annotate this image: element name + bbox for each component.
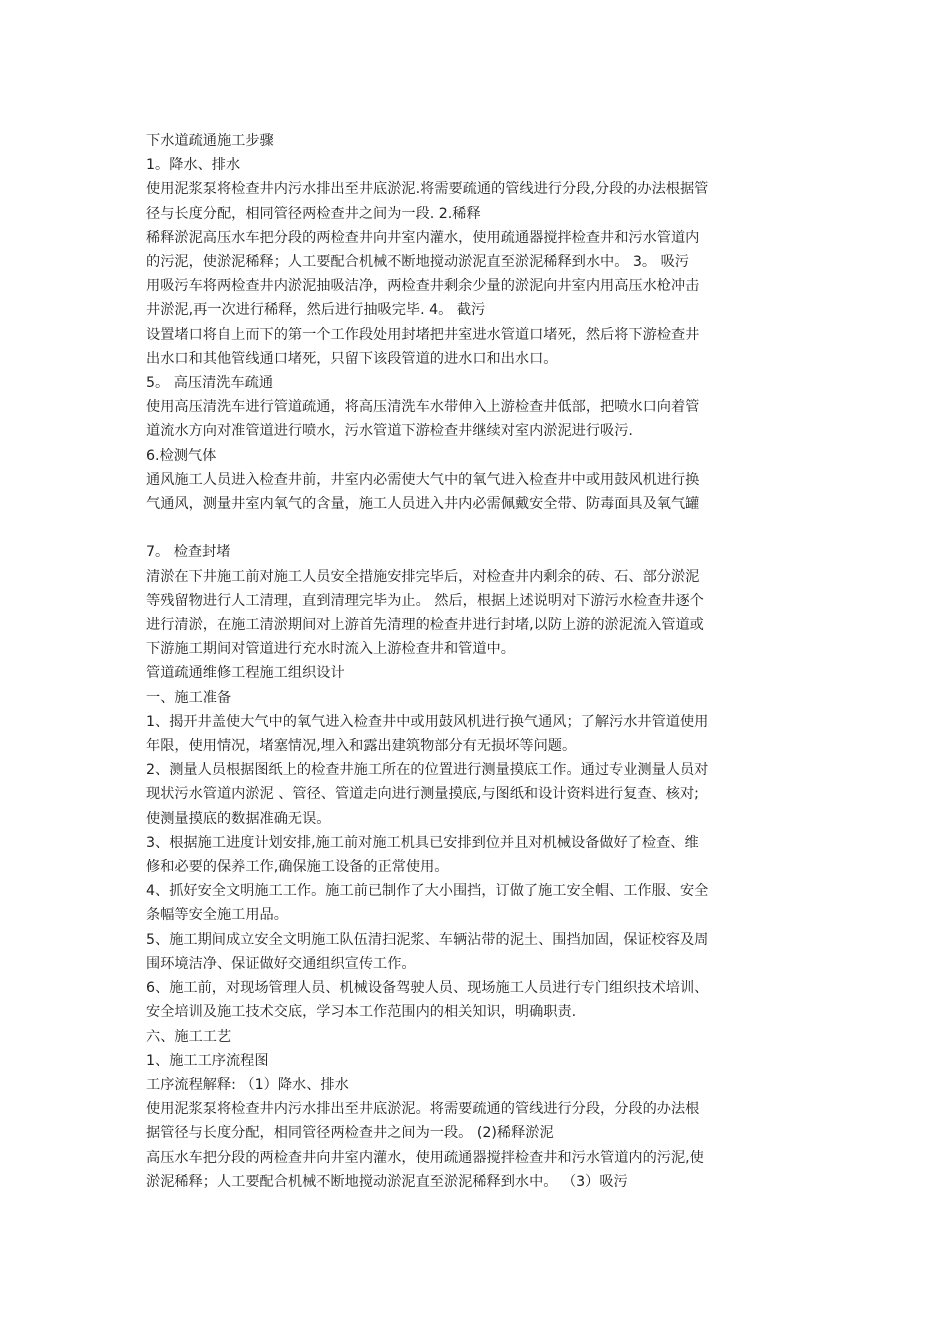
text-line: 1、施工工序流程图: [146, 1052, 269, 1069]
text-line: 进行清淤，在施工清淤期间对上游首先清理的检查井进行封堵,以防上游的淤泥流入管道或: [146, 617, 704, 634]
text-line: 修和必要的保养工作,确保施工设备的正常使用。: [146, 859, 449, 876]
blank-line: [146, 516, 816, 540]
text-line: 年限，使用情况，堵塞情况,埋入和露出建筑物部分有无损坏等问题。: [146, 738, 577, 755]
text-line: 围环境洁净、保证做好交通组织宣传工作。: [146, 955, 416, 972]
text-line: 六、施工工艺: [146, 1028, 232, 1045]
text-line: 5、施工期间成立安全文明施工队伍清扫泥浆、车辆沾带的泥土、围挡加固，保证校容及周: [146, 931, 709, 948]
text-line: 高压水车把分段的两检查井向井室内灌水，使用疏通器搅拌检查井和污水管道内的污泥,使: [146, 1149, 704, 1166]
text-line: 下水道疏通施工步骤: [146, 133, 274, 149]
text-line: 工序流程解释: （1）降水、排水: [146, 1076, 349, 1093]
text-line: 使用高压清洗车进行管道疏通，将高压清洗车水带伸入上游检查井低部，把喷水口向着管: [146, 399, 700, 416]
text-line: 道流水方向对准管道进行喷水，污水管道下游检查井继续对室内淤泥进行吸污.: [146, 423, 633, 440]
text-line: 清淤在下井施工前对施工人员安全措施安排完毕后，对检查井内剩余的砖、石、部分淤泥: [146, 568, 700, 585]
text-line: 设置堵口将自上而下的第一个工作段处用封堵把井室进水管道口堵死，然后将下游检查井: [146, 326, 700, 343]
text-line: 使用泥浆泵将检查井内污水排出至井底淤泥。将需要疏通的管线进行分段，分段的办法根: [146, 1101, 700, 1118]
text-line: 7。 检查封堵: [146, 544, 231, 561]
text-line: 现状污水管道内淤泥 、管径、管道走向进行测量摸底,与图纸和设计资料进行复查、核对;: [146, 786, 699, 803]
text-line: 下游施工期间对管道进行充水时流入上游检查井和管道中。: [146, 641, 515, 658]
text-line: 1。降水、排水: [146, 157, 241, 174]
text-line: 2、测量人员根据图纸上的检查井施工所在的位置进行测量摸底工作。通过专业测量人员对: [146, 762, 709, 779]
text-line: 6、施工前，对现场管理人员、机械设备驾驶人员、现场施工人员进行专门组织技术培训、: [146, 980, 709, 997]
text-line: 使测量摸底的数据准确无误。: [146, 810, 331, 827]
text-line: 使用泥浆泵将检查井内污水排出至井底淤泥.将需要疏通的管线进行分段,分段的办法根据管: [146, 181, 709, 198]
text-line: 管道疏通维修工程施工组织设计: [146, 665, 345, 682]
text-line: 据管径与长度分配，相同管径两检查井之间为一段。 (2)稀释淤泥: [146, 1125, 554, 1142]
text-line: 安全培训及施工技术交底，学习本工作范围内的相关知识，明确职责.: [146, 1004, 577, 1021]
text-line: 3、根据施工进度计划安排,施工前对施工机具已安排到位并且对机械设备做好了检查、维: [146, 834, 699, 851]
text-line: 通风施工人员进入检查井前，井室内必需使大气中的氧气进入检查井中或用鼓风机进行换: [146, 471, 700, 488]
text-line: 6.检测气体: [146, 447, 217, 464]
text-line: 出水口和其他管线通口堵死，只留下该段管道的进水口和出水口。: [146, 350, 558, 367]
text-line: 一、施工准备: [146, 689, 232, 706]
text-line: 的污泥，使淤泥稀释；人工要配合机械不断地搅动淤泥直至淤泥稀释到水中。 3。 吸污: [146, 254, 689, 271]
text-line: 等残留物进行人工清理，直到清理完毕为止。 然后，根据上述说明对下游污水检查井逐个: [146, 592, 704, 609]
text-line: 4、抓好安全文明施工工作。施工前已制作了大小围挡，订做了施工安全帽、工作服、安全: [146, 883, 709, 900]
text-line: 条幅等安全施工用品。: [146, 907, 288, 924]
text-line: 1、揭开井盖使大气中的氧气进入检查井中或用鼓风机进行换气通风；了解污水井管道使用: [146, 713, 709, 730]
text-line: 淤泥稀释；人工要配合机械不断地搅动淤泥直至淤泥稀释到水中。 （3）吸污: [146, 1173, 628, 1190]
text-line: 径与长度分配，相同管径两检查井之间为一段. 2.稀释: [146, 205, 481, 222]
text-line: 用吸污车将两检查井内淤泥抽吸洁净，两检查井剩余少量的淤泥向井室内用高压水枪冲击: [146, 278, 700, 295]
text-line: 稀释淤泥高压水车把分段的两检查井向井室内灌水，使用疏通器搅拌检查井和污水管道内: [146, 229, 700, 246]
text-line: 气通风，测量井室内氧气的含量，施工人员进入井内必需佩戴安全带、防毒面具及氧气罐: [146, 496, 700, 513]
text-line: 5。 高压清洗车疏通: [146, 375, 274, 392]
document-body: [146, 129, 816, 1194]
text-line: 井淤泥,再一次进行稀释，然后进行抽吸完毕. 4。 截污: [146, 302, 486, 319]
